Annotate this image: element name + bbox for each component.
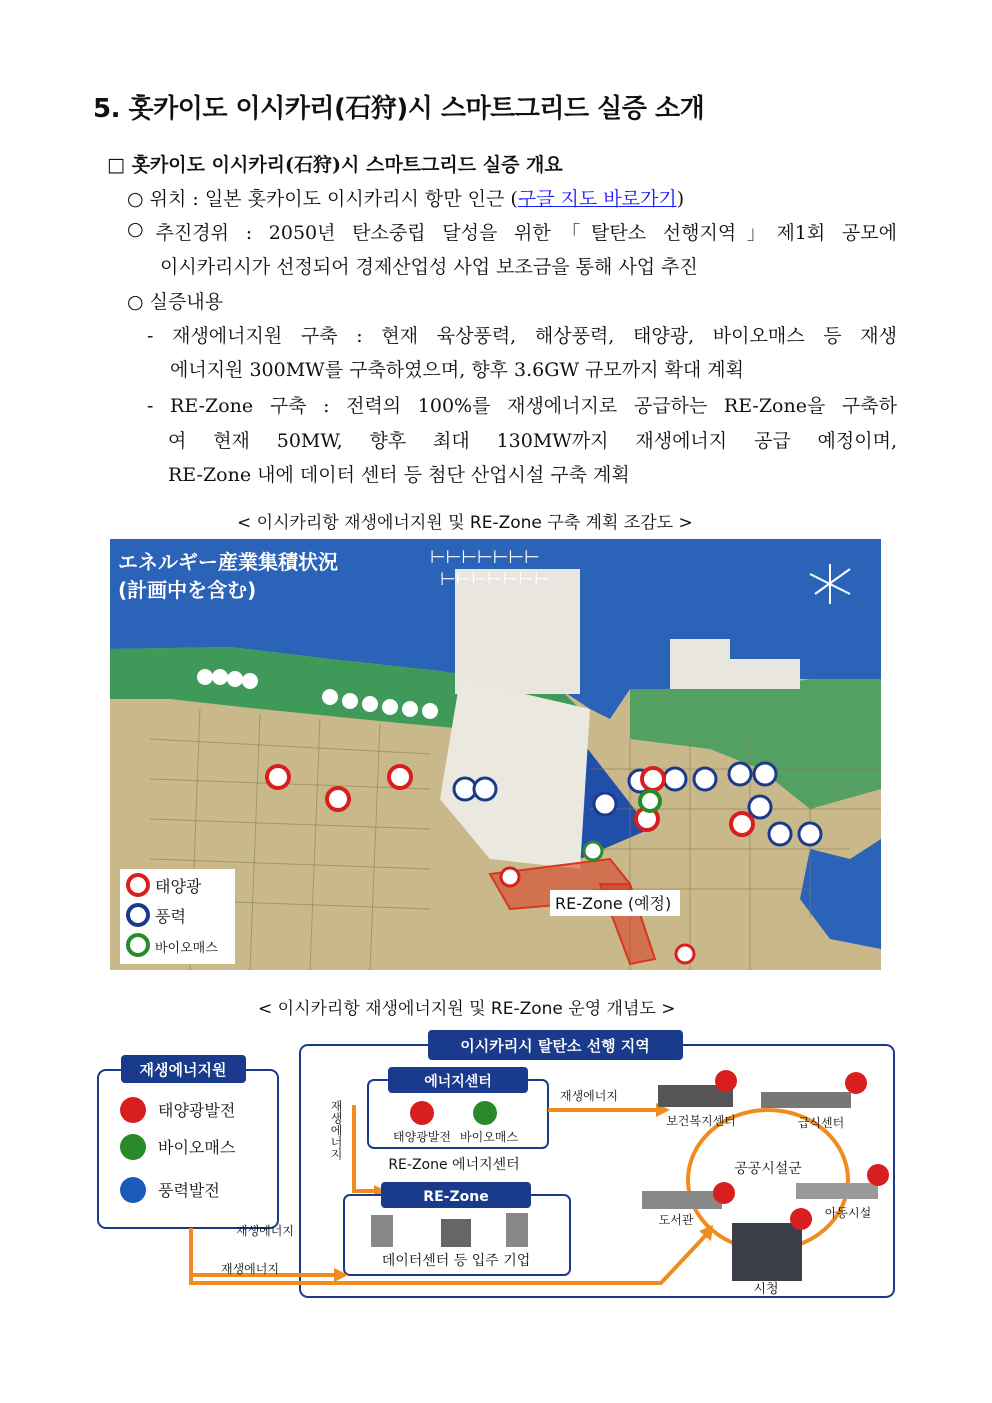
arrow-label-bottom: 재생에너지 <box>221 1262 279 1276</box>
content-item-1-line-1: - 재생에너지원 구축 : 현재 육상풍력, 해상풍력, 태양광, 바이오매스 등 재생 <box>147 325 897 347</box>
content-item-2-line-1: - RE-Zone 구축 : 전력의 100%를 재생에너지로 공급하는 RE-Zone을 구축하 <box>147 395 897 417</box>
content-label: 실증내용 <box>149 291 224 313</box>
solar-plant-icon <box>120 1097 146 1123</box>
wind-plant-icon <box>120 1177 146 1203</box>
biomass-icon <box>128 935 148 955</box>
library-solar-icon <box>713 1182 735 1204</box>
energy-industry-map <box>110 539 881 970</box>
content-item-2-line-3: RE-Zone 내에 데이터 센터 등 첨단 산업시설 구축 계획 <box>168 464 630 486</box>
legend-biomass: 바이오매스 <box>155 941 218 956</box>
facility-health: 보건복지센터 <box>666 1114 736 1128</box>
cityhall-solar-icon <box>790 1208 812 1230</box>
center-solar-label: 태양광발전 <box>393 1130 451 1144</box>
source-wind: 풍력발전 <box>158 1181 220 1200</box>
region-title: 이시카리시 탈탄소 선행 지역 <box>460 1037 650 1055</box>
legend-wind: 풍력 <box>155 907 186 926</box>
building-icon-1 <box>371 1215 393 1247</box>
wind-icon <box>128 905 148 925</box>
svg-text:⊢⊢⊢⊢⊢⊢⊢: ⊢⊢⊢⊢⊢⊢⊢ <box>440 569 550 590</box>
section-heading: 5. 홋카이도 이시카리(石狩)시 스마트그리드 실증 소개 <box>93 94 705 124</box>
diagram-caption: < 이시카리항 재생에너지원 및 RE-Zone 운영 개념도 > <box>258 999 676 1019</box>
center-biomass-label: 바이오매스 <box>460 1130 518 1144</box>
meal-solar-icon <box>845 1072 867 1094</box>
google-map-link[interactable]: 구글 지도 바로가기 <box>517 188 677 210</box>
child-facility-building <box>796 1183 878 1199</box>
map-title-1: エネルギー産業集積状況 <box>118 550 338 574</box>
harbor-block-2 <box>730 659 800 689</box>
energy-center-caption: RE-Zone 에너지센터 <box>388 1157 520 1173</box>
map-caption: < 이시카리항 재생에너지원 및 RE-Zone 구축 계획 조감도 > <box>237 513 693 533</box>
history-line-1 <box>127 218 897 245</box>
rezone-title: RE-Zone <box>423 1189 489 1205</box>
rezone-caption: 데이터센터 등 입주 기업 <box>381 1253 531 1269</box>
child-solar-icon <box>867 1164 889 1186</box>
history-line-2: 이시카리시가 선정되어 경제산업성 사업 보조금을 통해 사업 추진 <box>160 256 698 278</box>
operation-concept-diagram <box>96 1025 896 1300</box>
map-title-2: (計画中を含む) <box>118 578 257 602</box>
energy-center-title: 에너지센터 <box>424 1074 492 1090</box>
center-biomass-icon <box>473 1101 497 1125</box>
location-text: 위치 : 일본 홋카이도 이시카리시 항만 인근 ( <box>149 188 518 210</box>
health-solar-icon <box>715 1070 737 1092</box>
source-solar: 태양광발전 <box>158 1101 236 1120</box>
source-biomass: 바이오매스 <box>158 1138 236 1157</box>
facility-meal: 급식센터 <box>797 1116 845 1130</box>
city-hall-building <box>732 1223 802 1281</box>
location-line <box>127 184 684 211</box>
solar-icon <box>128 875 148 895</box>
public-title: 공공시설군 <box>734 1161 802 1177</box>
biomass-plant-icon <box>120 1134 146 1160</box>
source-title: 재생에너지원 <box>139 1061 227 1079</box>
harbor-block <box>670 639 730 689</box>
overview-title <box>107 150 563 177</box>
svg-text:⊢⊢⊢⊢⊢⊢⊢: ⊢⊢⊢⊢⊢⊢⊢ <box>430 547 540 568</box>
library-building <box>642 1191 722 1209</box>
facility-library: 도서관 <box>658 1213 694 1227</box>
rezone-label: RE-Zone (예정) <box>555 894 672 913</box>
facility-cityhall: 시청 <box>753 1282 779 1297</box>
square-bullet: □ <box>107 154 125 176</box>
content-item-2-line-2: 여 현재 50MW, 향후 최대 130MW까지 재생에너지 공급 예정이며, <box>168 430 897 452</box>
overview-title-text: 홋카이도 이시카리(石狩)시 스마트그리드 실증 개요 <box>131 154 563 176</box>
offshore-wind-farm <box>430 547 550 590</box>
meal-center-building <box>761 1092 851 1108</box>
content-heading <box>127 287 223 314</box>
location-end: ) <box>676 188 685 210</box>
circle-bullet: ○ <box>127 218 144 240</box>
legend-solar: 태양광 <box>155 877 202 896</box>
facility-child: 아동시설 <box>824 1206 872 1220</box>
building-icon-2 <box>441 1219 471 1247</box>
content-item-1-line-2: 에너지원 300MW를 구축하였으며, 향후 3.6GW 규모까지 확대 계획 <box>170 359 744 381</box>
arrow-label-top: 재생에너지 <box>560 1089 618 1103</box>
vertical-energy-label: 재생에너지 <box>329 1100 343 1160</box>
circle-bullet: ○ <box>127 188 144 210</box>
circle-bullet: ○ <box>127 291 144 313</box>
building-icon-3 <box>506 1213 528 1247</box>
arrow-label-mid: 재생에너지 <box>236 1224 294 1238</box>
center-solar-icon <box>410 1101 434 1125</box>
history-text-1: 추진경위 : 2050년 탄소중립 달성을 위한「탈탄소 선행지역」제1회 공모에 <box>155 222 897 244</box>
